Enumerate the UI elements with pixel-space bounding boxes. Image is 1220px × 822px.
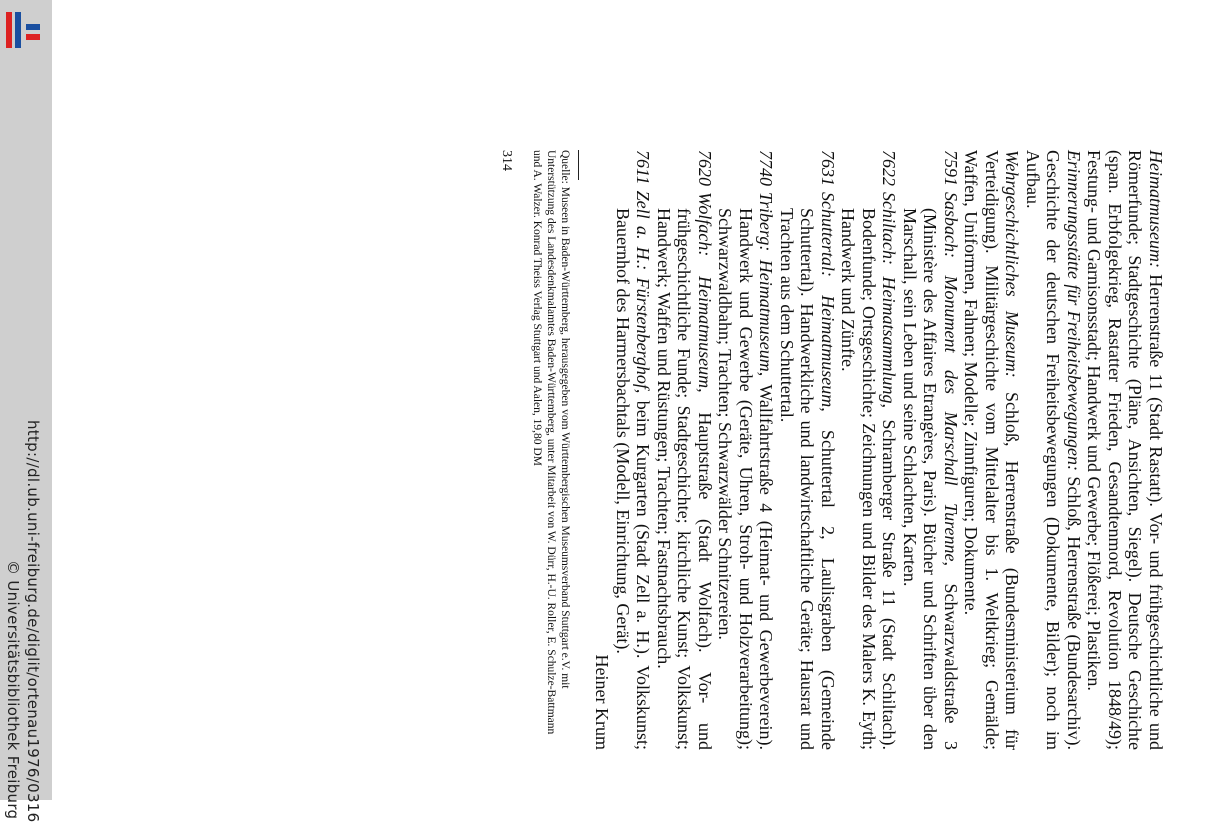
museum-description: Schloß, Herrenstraße (Bundesministerium für Verteidigung). Militärgeschichte vom Mittelalter bis 1. Weltkrieg; Gemälde; Waffen, Uniformen, Fahnen; Modelle; Zinnfiguren; Dokumente. [961,150,1023,751]
museum-description: beim Kurgarten (Stadt Zell a. H.). Volkskunst; Bauernhof des Harmersbachtals (Modell, Einrichtung, Gerät). [613,208,654,750]
museum-entry [654,150,716,750]
museum-name: Schiltach: Heimatsammlung, [879,192,900,408]
museum-name: Wolfach: Heimatmuseum, [695,192,715,393]
postal-code: 7611 [633,150,654,185]
museum-description: Herrenstraße 11 (Stadt Rastatt). Vor- und frühgeschichtliche und Römerfunde; Stadtgeschichte (Pläne, Ansichten, Siegel). Deutsche Geschichte (span. Erbfolgekrieg, Rastatter Frieden, Gesandtenmord, Revolution 1848/49); Festung- und Garnisonsstadt; Handwerk und Gewerbe; Flößerei; Plastiken. [1084,150,1166,750]
scanned-page [56,0,1220,800]
library-logo-icon [4,8,44,52]
sidebar [0,0,52,822]
museum-description: Schloß, Herrenstraße (Bundesarchiv). Geschichte der deutschen Freiheitsbewegungen (Dokumente, Bilder); noch im Aufbau. [1023,150,1084,750]
museum-name: Erinnerungsstätte für Freiheitsbewegungen: [1064,150,1084,472]
museum-name: Heimatmuseum: [1146,150,1166,268]
museum-description: Schuttertal 2, Laulisgraben (Gemeinde Schuttertal). Handwerkliche und landwirtschaftliche Geräte; Hausrat und Trachten aus dem Schuttertal. [777,208,838,751]
page-number: 314 [499,150,515,171]
museum-entries [613,150,1167,750]
footnote-rule [579,150,580,180]
museum-name: Sasbach: Monument des Marschall Turenne, [941,192,961,566]
museum-entry [777,150,839,750]
museum-description: Hauptstraße (Stadt Wolfach). Vor- und frühgeschichtliche Funde; Stadtgeschichte; kirchliche Kunst; Volkskunst; Handwerk; Waffen und Rüstungen; Trachten; Fastnachtsbrauch. [654,208,715,751]
postal-code: 7591 [941,150,961,186]
museum-entry [613,150,654,750]
museum-entry [900,150,962,750]
museum-description: Wallfahrtstraße 4 (Heimat- und Gewerbeverein). Handwerk und Gewerbe (Geräte, Uhren, Stroh- und Holzverarbeitung); Schwarzwaldbahn; Trachten; Schwarzwälder Schnitzereien. [715,208,777,750]
museum-entry [715,150,777,750]
museum-name: Zell a. H.: Fürstenberghof, [633,190,654,394]
museum-name: Schuttertal: Heimatmuseum, [818,192,838,412]
museum-entry [838,150,900,750]
source-footnote: Quelle: Museen in Baden-Württemberg, herausgegeben vom Württembergischen Museumsverband Stuttgart e.V. mit Unterstützung des Landesdenkmalamtes Baden-Württemberg, unter Mitarbeit von W. Dürr, H.-U. Roller, E. Schulze-Battmann und A. Walzer. Konrad Theiss Verlag Stuttgart und Aalen, 19,80 DM [531,150,572,735]
postal-code: 7740 [756,150,777,186]
museum-description: Schwarzwaldstraße 3 (Ministère des Affaires Etrangères, Paris). Bücher und Schriften über den Marschall, sein Leben und seine Schlachten, Karten. [900,208,961,750]
museum-description: Schramberger Straße 11 (Stadt Schiltach). Bodenfunde; Ortsgeschichte; Zeichnungen und Bilder des Malers K. Eyth; Handwerk und Zünfte. [838,208,900,751]
museum-name: Wehrgeschichtliches Museum: [1002,150,1023,378]
postal-code: 7631 [818,150,838,186]
postal-code: 7622 [879,150,900,186]
museum-entry [961,150,1166,750]
document-url-link[interactable]: http://dl.ub.uni-freiburg.de/diglit/ortenau1976/0316 [24,420,42,822]
museum-name: Triberg: Heimatmuseum, [756,192,777,377]
author-signature: Heiner Krum [592,654,613,750]
rotated-text-block [166,150,1166,750]
postal-code: 7620 [695,150,715,186]
copyright-notice: © Universitätsbibliothek Freiburg [4,560,22,820]
